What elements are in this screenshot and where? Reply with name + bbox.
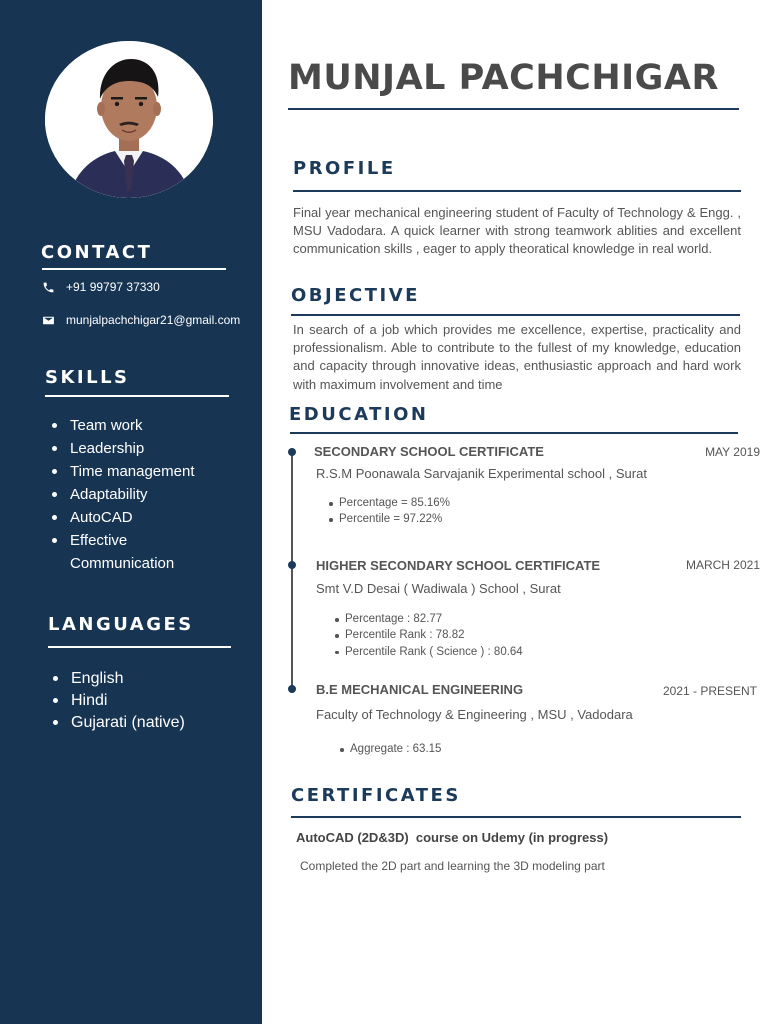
education-points [333, 611, 523, 660]
education-point: Percentage : 82.77 [333, 611, 523, 627]
skill-item: Adaptability [46, 483, 246, 506]
education-heading: EDUCATION [289, 404, 429, 425]
language-item: English [47, 668, 185, 690]
skill-item: Time management [46, 460, 246, 483]
phone-icon [41, 280, 55, 294]
education-points [338, 741, 441, 757]
timeline-dot [288, 448, 296, 456]
profile-photo [45, 41, 213, 198]
languages-list [47, 668, 185, 734]
education-point: Percentage = 85.16% [327, 495, 450, 511]
languages-divider [48, 646, 231, 648]
profile-text: Final year mechanical engineering student of Faculty of Technology & Engg. , MSU Vadodara. A quick learner with strong teamwork ablities and excellent communication skills , eager to apply theoratical knowledge in real world. [293, 205, 741, 257]
objective-heading: OBJECTIVE [291, 285, 420, 306]
education-title: B.E MECHANICAL ENGINEERING [316, 682, 524, 697]
education-school: Faculty of Technology & Engineering , MSU , Vadodara [316, 707, 633, 722]
education-divider [290, 432, 738, 434]
education-point: Percentile Rank ( Science ) : 80.64 [333, 644, 523, 660]
education-date: MAY 2019 [705, 445, 760, 459]
certificates-divider [291, 816, 741, 818]
education-title: SECONDARY SCHOOL CERTIFICATE [314, 444, 544, 459]
timeline-dot [288, 561, 296, 569]
skill-item: Team work [46, 414, 246, 437]
skills-divider [45, 395, 229, 397]
education-timeline [291, 451, 293, 690]
education-school: Smt V.D Desai ( Wadiwala ) School , Surat [316, 581, 561, 596]
skills-heading: SKILLS [45, 367, 130, 388]
page-title: MUNJAL PACHCHIGAR [288, 58, 719, 98]
education-title: HIGHER SECONDARY SCHOOL CERTIFICATE [316, 558, 601, 573]
certificate-description: Completed the 2D part and learning the 3D modeling part [300, 859, 605, 873]
certificate-title: AutoCAD (2D&3D) course on Udemy (in progress) [296, 830, 609, 845]
education-point: Aggregate : 63.15 [338, 741, 441, 757]
profile-heading: PROFILE [293, 158, 396, 179]
skill-item: AutoCAD [46, 506, 246, 529]
language-item: Hindi [47, 690, 185, 712]
education-date: 2021 - PRESENT [662, 684, 757, 698]
skill-item: Effective Communication [46, 529, 196, 575]
contact-phone [41, 280, 160, 294]
education-school: R.S.M Poonawala Sarvajanik Experimental school , Surat [316, 466, 647, 481]
sidebar [0, 0, 262, 1024]
education-points [327, 495, 450, 528]
education-point: Percentile Rank : 78.82 [333, 627, 523, 643]
education-point: Percentile = 97.22% [327, 511, 450, 527]
title-divider [288, 108, 739, 110]
contact-email [41, 313, 240, 327]
profile-photo-image [45, 41, 213, 198]
language-item: Gujarati (native) [47, 712, 185, 734]
objective-text: In search of a job which provides me excellence, expertise, practicality and professionalism. Able to contribute to the fullest of my knowledge, education and capacity through innovative ideas, enthusiastic approach and hard work with maximum involvement and time [293, 322, 741, 392]
email-link[interactable]: munjalpachchigar21@gmail.com [66, 313, 241, 327]
phone-link[interactable]: +91 99797 37330 [66, 280, 160, 294]
certificates-heading: CERTIFICATES [291, 785, 461, 806]
languages-heading: LANGUAGES [48, 614, 194, 635]
profile-divider [293, 190, 741, 192]
contact-divider [42, 268, 226, 270]
education-date: MARCH 2021 [685, 558, 760, 572]
timeline-dot [288, 685, 296, 693]
email-icon [41, 313, 55, 327]
skill-item: Leadership [46, 437, 246, 460]
objective-divider [291, 314, 740, 316]
skills-list [46, 414, 246, 575]
contact-heading: CONTACT [41, 242, 153, 263]
